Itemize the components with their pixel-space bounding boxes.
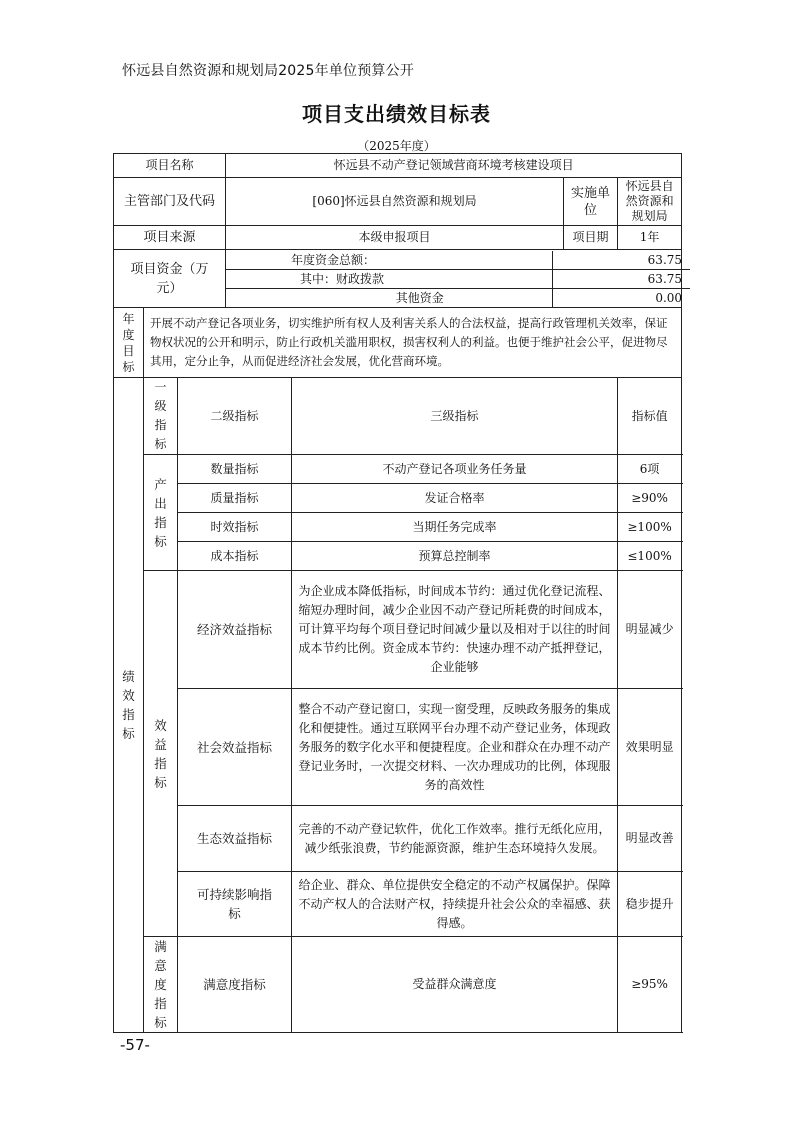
indicator-level2: 满意度指标: [178, 937, 292, 1033]
indicator-value: ≥100%: [618, 513, 682, 542]
header-level1: 一级指标: [144, 378, 178, 455]
row-funds: [114, 250, 682, 308]
page-number: -57-: [120, 1036, 150, 1054]
table-row: [114, 689, 682, 806]
indicator-level3: 给企业、群众、单位提供安全稳定的不动产权属保护。保障不动产权人的合法财产权，持续提升社会公众的幸福感、获得感。: [292, 872, 618, 937]
table-row: [114, 937, 682, 1033]
other-funds-label: 其他资金: [288, 288, 552, 307]
project-period-label: 项目期: [564, 226, 618, 250]
indicator-level2: 可持续影响指标: [178, 872, 292, 937]
annual-goal-label: 年度目标: [114, 308, 144, 378]
document-title: 项目支出绩效目标表: [302, 102, 491, 126]
total-funds-value: 63.75: [552, 251, 690, 270]
fiscal-funds-label: 其中：财政拨款: [288, 269, 552, 288]
header-level2: 二级指标: [178, 378, 292, 455]
project-funds-label: 项目资金（万元）: [114, 250, 226, 308]
implementing-unit-label: 实施单位: [564, 178, 618, 226]
indicator-level3: 发证合格率: [292, 484, 618, 513]
indicator-value: 效果明显: [618, 689, 682, 806]
table-row: [114, 484, 682, 513]
table-row: [114, 806, 682, 872]
fiscal-funds-value: 63.75: [552, 269, 690, 288]
indicator-level2: 时效指标: [178, 513, 292, 542]
funds-breakdown: [226, 250, 682, 308]
header-level3: 三级指标: [292, 378, 618, 455]
indicator-level2: 经济效益指标: [178, 571, 292, 689]
indicator-level2: 数量指标: [178, 455, 292, 484]
indicator-value: 明显减少: [618, 571, 682, 689]
indicator-level3: 当期任务完成率: [292, 513, 618, 542]
table-row: [114, 872, 682, 937]
table-row: [114, 513, 682, 542]
indicator-level3: 预算总控制率: [292, 542, 618, 571]
indicator-level2: 社会效益指标: [178, 689, 292, 806]
indicator-level3: 整合不动产登记窗口，实现一窗受理，反映政务服务的集成化和便捷性。通过互联网平台办理不动产登记业务，体现政务服务的数字化水平和便捷程度。企业和群众在办理不动产登记业务时，一次提交材料、一次办理成功的比例，体现服务的高效性: [292, 689, 618, 806]
project-period-value: 1年: [618, 226, 682, 250]
output-indicators-label: 产出指标: [144, 455, 178, 571]
indicator-value: ≤100%: [618, 542, 682, 571]
project-source-label: 项目来源: [114, 226, 226, 250]
satisfaction-indicators-label: 满意度指标: [144, 937, 178, 1033]
row-project-name: [114, 154, 682, 178]
row-department: [114, 178, 682, 226]
indicator-value: 明显改善: [618, 806, 682, 872]
table-row: [114, 542, 682, 571]
department-value: [060]怀远县自然资源和规划局: [226, 178, 564, 226]
indicator-level2: 成本指标: [178, 542, 292, 571]
table-row: [114, 455, 682, 484]
performance-target-table: [113, 153, 682, 1033]
table-row: [114, 571, 682, 689]
department-label: 主管部门及代码: [114, 178, 226, 226]
indicator-value: 6项: [618, 455, 682, 484]
annual-goal-text: 开展不动产登记各项业务，切实维护所有权人及利害关系人的合法权益，提高行政管理机关效率，保证物权状况的公开和明示，防止行政机关滥用职权，损害权利人的利益。也便于维护社会公平，促进物尽其用，定分止争，从而促进经济社会发展，优化营商环境。: [144, 308, 682, 378]
performance-indicators-label: 绩效指标: [114, 378, 144, 1033]
indicator-value: ≥95%: [618, 937, 682, 1033]
document-year: （2025年度）: [357, 139, 436, 153]
indicator-level2: 生态效益指标: [178, 806, 292, 872]
indicator-level2: 质量指标: [178, 484, 292, 513]
total-funds-label: 年度资金总额：: [288, 251, 552, 270]
indicator-level3: 不动产登记各项业务任务量: [292, 455, 618, 484]
indicator-level3: 完善的不动产登记软件，优化工作效率。推行无纸化应用，减少纸张浪费，节约能源资源，维护生态环境持久发展。: [292, 806, 618, 872]
running-header: 怀远县自然资源和规划局2025年单位预算公开: [122, 63, 415, 79]
other-funds-value: 0.00: [655, 290, 683, 305]
project-name-label: 项目名称: [114, 154, 226, 178]
indicator-level3: 受益群众满意度: [292, 937, 618, 1033]
funds-table: [226, 251, 690, 307]
row-indicator-headers: [114, 378, 682, 455]
row-annual-goal: [114, 308, 682, 378]
indicator-value: 稳步提升: [618, 872, 682, 937]
indicator-level3: 为企业成本降低指标，时间成本节约：通过优化登记流程、缩短办理时间，减少企业因不动产登记所耗费的时间成本，可计算平均每个项目登记时间减少量以及相对于以往的时间成本节约比例。资金成本节约：快速办理不动产抵押登记，企业能够: [292, 571, 618, 689]
indicator-value: ≥90%: [618, 484, 682, 513]
header-value: 指标值: [618, 378, 682, 455]
project-name-value: 怀远县不动产登记领域营商环境考核建设项目: [226, 154, 682, 178]
implementing-unit-value: 怀远县自然资源和规划局: [618, 178, 682, 226]
row-source: [114, 226, 682, 250]
project-source-value: 本级申报项目: [226, 226, 564, 250]
benefit-indicators-label: 效益指标: [144, 571, 178, 937]
